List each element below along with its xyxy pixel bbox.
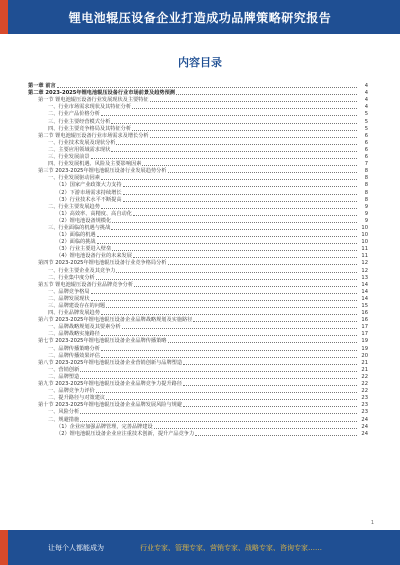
toc-entry[interactable] [28, 274, 368, 281]
toc-entry-page: 24 [361, 423, 368, 430]
toc-leader-dots [101, 314, 357, 315]
toc-entry-page: 14 [361, 288, 368, 295]
toc-entry-page: 17 [361, 331, 368, 338]
toc-leader-dots [116, 144, 357, 145]
toc-leader-dots [91, 300, 357, 301]
toc-entry[interactable] [28, 415, 368, 422]
toc-entry-text: 四、行业品牌发展趋势 [48, 310, 100, 317]
toc-entry[interactable] [28, 132, 368, 139]
toc-entry-page: 11 [361, 246, 368, 253]
toc-entry-text: 第六节 2023-2025年锂电池辊压设备企业品牌战略规划及实施路径 [38, 317, 193, 324]
toc-entry-text: 一、品牌竞争格局 [48, 288, 90, 295]
toc-leader-dots [193, 321, 357, 322]
toc-leader-dots [106, 399, 357, 400]
toc-entry-page: 14 [361, 281, 368, 288]
toc-leader-dots [80, 371, 357, 372]
toc-leader-dots [111, 151, 357, 152]
toc-entry[interactable] [28, 146, 368, 153]
toc-leader-dots [91, 293, 357, 294]
toc-entry[interactable] [28, 252, 368, 259]
toc-entry-text: 三、行业主要经营模式分析 [48, 118, 111, 125]
toc-entry-page: 16 [361, 310, 368, 317]
toc-entry-page: 6 [364, 154, 368, 161]
toc-entry-text: 一、营销创新 [48, 366, 80, 373]
toc-entry-page: 22 [361, 373, 368, 380]
toc-entry-text: （2）面临的挑战 [56, 239, 96, 246]
toc-leader-dots [101, 208, 357, 209]
toc-leader-dots [154, 428, 357, 429]
toc-entry-page: 24 [361, 430, 368, 437]
toc-entry-text: 二、提升路径与对策建议 [48, 395, 106, 402]
toc-leader-dots [183, 385, 357, 386]
toc-leader-dots [111, 229, 357, 230]
toc-entry[interactable] [28, 160, 368, 167]
toc-entry[interactable] [28, 181, 368, 188]
toc-entry-text: 二、品牌发展现状 [48, 295, 90, 302]
toc-entry-page: 8 [364, 189, 368, 196]
toc-entry-page: 21 [361, 366, 368, 373]
toc-entry-text: 一、品牌战略规划及其要素分析 [48, 324, 121, 331]
toc-entry-text: （1）面临的机遇 [56, 232, 96, 239]
toc-entry-text: 一、行业主要企业及其竞争力 [48, 267, 116, 274]
toc-entry[interactable] [28, 330, 368, 337]
toc-leader-dots [123, 201, 357, 202]
toc-entry-page: 6 [364, 139, 368, 146]
toc-entry-text: 第四节 2023-2025年锂电池辊压设备行业竞争格局分析 [38, 260, 167, 267]
toc-entry-page: 4 [364, 90, 368, 97]
toc-entry-text: 二、行业主要发展趋势 [48, 203, 100, 210]
toc-entry-page: 4 [364, 83, 368, 90]
toc-entry[interactable] [28, 373, 368, 380]
toc-entry-text: 二、行业集中度分析 [48, 274, 95, 281]
toc-entry-page: 9 [364, 217, 368, 224]
toc-entry-page: 16 [361, 317, 368, 324]
toc-leader-dots [97, 236, 357, 237]
toc-entry-text: 一、行业发展驱动因素 [48, 175, 100, 182]
toc-entry[interactable] [28, 203, 368, 210]
toc-leader-dots [195, 435, 357, 436]
toc-entry-text: 二、品牌战略实施路径 [48, 331, 100, 338]
toc-leader-dots [101, 115, 357, 116]
toc-entry-text: （2）下游市场需求持续增长 [56, 189, 122, 196]
toc-leader-dots [97, 243, 357, 244]
toc-entry[interactable] [28, 323, 368, 330]
toc-entry[interactable] [28, 401, 368, 408]
toc-entry-page: 13 [361, 274, 368, 281]
toc-entry-page: 4 [364, 97, 368, 104]
toc-entry-text: 第九节 2023-2025年锂电池辊压设备企业品牌竞争力提升路径 [38, 381, 183, 388]
toc-leader-dots [101, 179, 357, 180]
toc-leader-dots [111, 123, 357, 124]
toc-leader-dots [101, 350, 357, 351]
toc-entry-text: （1）企业应加强品牌管理，完善品牌建设 [56, 423, 153, 430]
toc-entry-text: 第五节 锂电池辊压设备行业品牌竞争分析 [38, 281, 134, 288]
toc-entry[interactable] [28, 82, 368, 89]
toc-entry[interactable] [28, 217, 368, 224]
toc-entry[interactable] [28, 366, 368, 373]
toc-entry-page: 5 [364, 125, 368, 132]
toc-entry-text: 二、规避措施 [48, 416, 80, 423]
toc-leader-dots [80, 421, 357, 422]
toc-leader-dots [150, 137, 357, 138]
toc-entry-text: 四、行业主要竞争格局及其特征分析 [48, 125, 132, 132]
toc-entry-text: 二、品牌塑造 [48, 373, 80, 380]
toc-leader-dots [96, 392, 357, 393]
toc-entry-page: 20 [361, 352, 368, 359]
toc-list [28, 82, 368, 437]
toc-entry[interactable] [28, 110, 368, 117]
toc-entry[interactable] [28, 238, 368, 245]
toc-leader-dots [101, 335, 357, 336]
toc-entry-page: 12 [361, 267, 368, 274]
toc-leader-dots [150, 101, 357, 102]
toc-entry-text: 一、品牌竞争力评价 [48, 388, 95, 395]
toc-entry[interactable] [28, 259, 368, 266]
toc-entry-text: 一、风险分析 [48, 409, 80, 416]
toc-entry-text: 第十节 2023-2025年锂电池辊压设备企业品牌发展风险与规避 [38, 402, 183, 409]
toc-entry[interactable] [28, 295, 368, 302]
toc-entry-text: 一、品牌传播策略分析 [48, 345, 100, 352]
toc-entry-text: （1）国家产业政策大力支持 [56, 182, 122, 189]
toc-entry[interactable] [28, 188, 368, 195]
toc-entry-page: 9 [364, 203, 368, 210]
toc-entry[interactable] [28, 309, 368, 316]
toc-entry[interactable] [28, 380, 368, 387]
toc-leader-dots [132, 108, 357, 109]
toc-entry-page: 10 [361, 224, 368, 231]
toc-leader-dots [133, 257, 357, 258]
toc-entry-text: 第二章 2023-2025年锂电池辊压设备行业市场前景及趋势预测 [28, 90, 175, 97]
report-footer [0, 530, 400, 565]
toc-entry-text: 二、品牌传播效果评估 [48, 352, 100, 359]
toc-entry-text: （1）高效率、高精度、高自动化 [56, 210, 132, 217]
toc-leader-dots [112, 250, 357, 251]
toc-entry[interactable] [28, 408, 368, 415]
toc-entry-text: 二、行业产品价格分析 [48, 111, 100, 118]
toc-entry[interactable] [28, 387, 368, 394]
page-number: 1 [370, 520, 374, 526]
toc-leader-dots [96, 279, 357, 280]
toc-entry[interactable] [28, 117, 368, 124]
toc-entry-page: 23 [361, 409, 368, 416]
toc-entry-page: 12 [361, 260, 368, 267]
toc-entry[interactable] [28, 224, 368, 231]
toc-entry[interactable] [28, 430, 368, 437]
toc-leader-dots [101, 357, 357, 358]
toc-entry-text: 三、行业发展前景 [48, 154, 90, 161]
toc-entry-text: 三、品牌建设存在的问题 [48, 303, 106, 309]
toc-leader-dots [183, 406, 357, 407]
toc-entry-page: 5 [364, 111, 368, 118]
toc-leader-dots [132, 130, 357, 131]
toc-entry[interactable] [28, 316, 368, 323]
toc-entry-page: 22 [361, 381, 368, 388]
toc-leader-dots [112, 222, 357, 223]
footer-accent-stripe [0, 530, 8, 565]
toc-leader-dots [106, 307, 357, 308]
toc-entry-page: 10 [361, 232, 368, 239]
toc-entry-text: （2）锂电池辊压设备企业应注重技术创新，提升产品竞争力 [56, 430, 195, 437]
toc-entry-text: 一、行业市场需求现状及其特征分析 [48, 104, 132, 111]
toc-entry[interactable] [28, 288, 368, 295]
toc-entry-page: 5 [364, 118, 368, 125]
toc-entry[interactable] [28, 423, 368, 430]
toc-entry[interactable] [28, 103, 368, 110]
toc-entry-text: 第三节 2023-2025年锂电池辊压设备行业发展趋势分析 [38, 168, 167, 175]
toc-entry-page: 4 [364, 104, 368, 111]
toc-entry-page: 14 [361, 295, 368, 302]
toc-entry-page: 19 [361, 345, 368, 352]
toc-entry-page: 9 [364, 210, 368, 217]
toc-leader-dots [176, 94, 357, 95]
toc-entry[interactable] [28, 352, 368, 359]
toc-entry[interactable] [28, 245, 368, 252]
report-header [0, 0, 400, 34]
toc-entry-page: 21 [361, 359, 368, 366]
toc-leader-dots [123, 194, 357, 195]
toc-entry-text: 第一章 前言 [28, 83, 56, 90]
toc-entry-page: 24 [361, 416, 368, 423]
toc-entry[interactable] [28, 394, 368, 401]
toc-entry-page: 6 [364, 132, 368, 139]
toc-leader-dots [91, 158, 357, 159]
toc-entry-page: 8 [364, 182, 368, 189]
toc-entry[interactable] [28, 153, 368, 160]
toc-entry-page: 11 [361, 253, 368, 260]
toc-entry[interactable] [28, 196, 368, 203]
toc-leader-dots [80, 378, 357, 379]
toc-leader-dots [133, 215, 357, 216]
toc-entry[interactable] [28, 281, 368, 288]
toc-entry-text: 第二节 锂电池辊压设备行业市场需求及增长分析 [38, 132, 149, 139]
toc-entry-page: 6 [364, 146, 368, 153]
toc-entry-text: 四、行业发展机遇、风险及主要影响因素 [48, 161, 142, 168]
toc-leader-dots [116, 272, 357, 273]
toc-entry-text: （3）行业主要进入壁垒 [56, 246, 112, 253]
footer-slogan-left: 让每个人都能成为 [48, 544, 104, 552]
toc-entry[interactable] [28, 174, 368, 181]
toc-entry-page: 8 [364, 175, 368, 182]
toc-entry-page: 22 [361, 388, 368, 395]
toc-entry[interactable] [28, 231, 368, 238]
toc-entry-page: 8 [364, 196, 368, 203]
toc-leader-dots [168, 264, 358, 265]
toc-leader-dots [168, 172, 358, 173]
footer-slogan-right: 行业专家、管理专家、营销专家、战略专家、咨询专家…… [140, 544, 322, 552]
toc-leader-dots [134, 286, 357, 287]
toc-entry-text: 二、主要应用领域需求现状 [48, 146, 111, 153]
toc-entry-text: 一、行业技术发展及现状分析 [48, 139, 116, 146]
toc-leader-dots [80, 413, 357, 414]
toc-leader-dots [183, 364, 357, 365]
toc-entry-text: 第七节 2023-2025年锂电池辊压设备企业品牌传播策略 [38, 338, 167, 345]
toc-entry[interactable] [28, 337, 368, 344]
toc-entry[interactable] [28, 89, 368, 96]
toc-leader-dots [168, 342, 358, 343]
toc-entry-text: （3）行业技术水平不断提高 [56, 196, 122, 203]
toc-entry-page: 15 [361, 303, 368, 309]
toc-entry[interactable] [28, 302, 368, 309]
toc-leader-dots [123, 186, 357, 187]
toc-entry-text: 第八节 2023-2025年锂电池辊压设备企业营销创新与品牌塑造 [38, 359, 183, 366]
toc-page [18, 34, 382, 530]
toc-entry[interactable] [28, 210, 368, 217]
toc-leader-dots [142, 165, 357, 166]
toc-entry-page: 23 [361, 402, 368, 409]
toc-leader-dots [57, 87, 357, 88]
toc-entry[interactable] [28, 96, 368, 103]
toc-entry-page: 19 [361, 338, 368, 345]
toc-entry[interactable] [28, 125, 368, 132]
toc-entry[interactable] [28, 344, 368, 351]
toc-entry[interactable] [28, 359, 368, 366]
toc-entry-text: 三、行业面临的机遇与挑战 [48, 224, 111, 231]
report-title: 锂电池辊压设备企业打造成功品牌策略研究报告 [68, 11, 332, 25]
toc-entry-page: 8 [364, 168, 368, 175]
toc-entry-page: 23 [361, 395, 368, 402]
toc-entry-page: 17 [361, 324, 368, 331]
toc-entry-page: 7 [364, 161, 368, 168]
toc-title: 内容目录 [178, 56, 222, 69]
toc-entry-page: 10 [361, 239, 368, 246]
toc-leader-dots [122, 328, 357, 329]
toc-entry[interactable] [28, 139, 368, 146]
toc-entry[interactable] [28, 167, 368, 174]
toc-entry-text: 第一节 锂电池辊压设备行业发展现状及主要特征 [38, 97, 149, 104]
toc-entry-text: （2）锂电池设备规模化 [56, 217, 112, 224]
toc-entry-text: （4）锂电池设备行业的未来发展 [56, 253, 132, 260]
toc-entry[interactable] [28, 266, 368, 273]
